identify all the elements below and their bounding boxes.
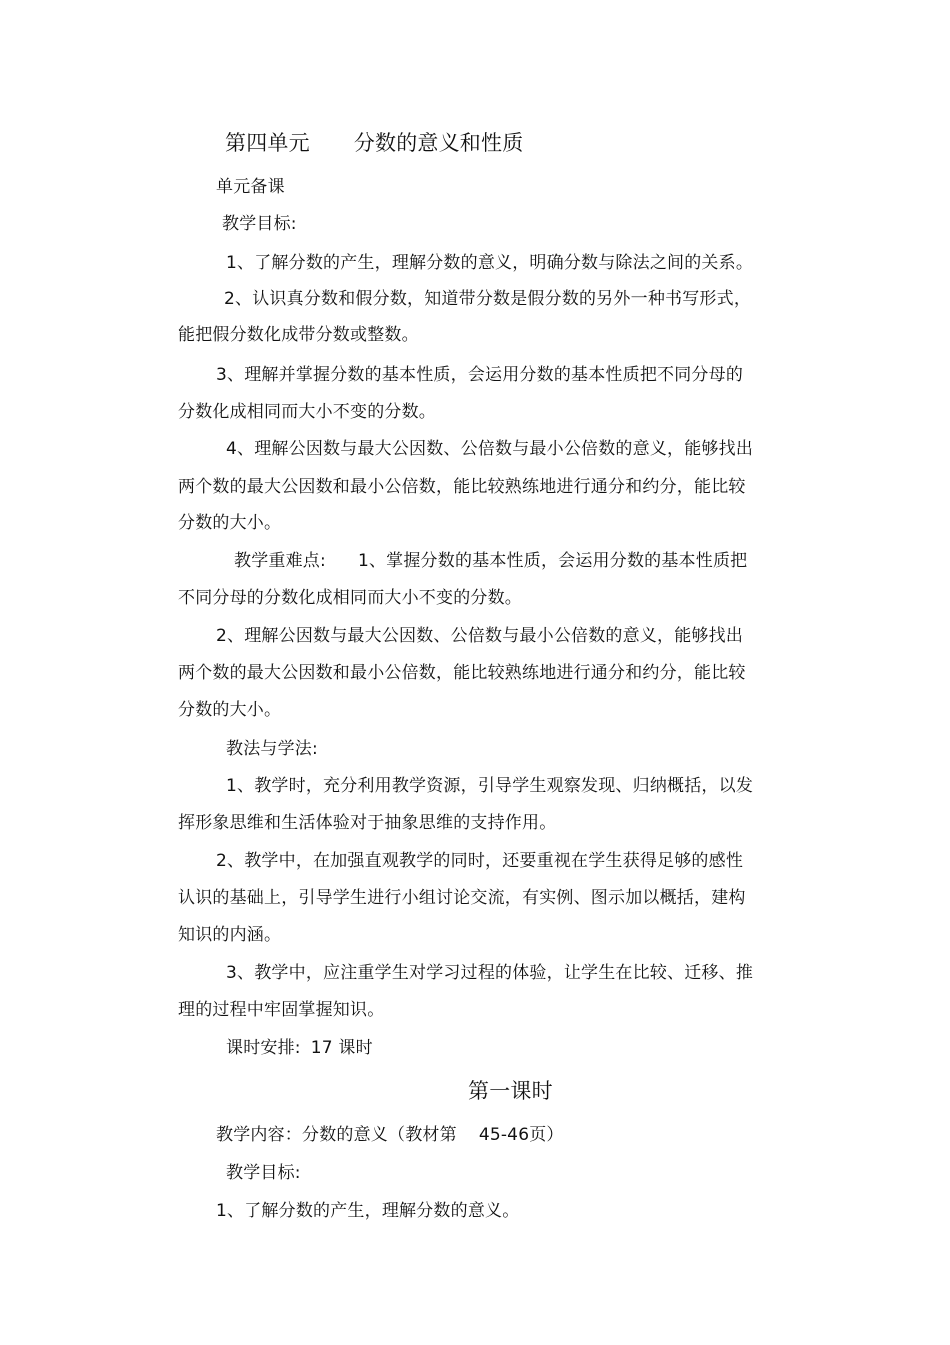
lesson-content-pages: 45-46页） (478, 1125, 564, 1145)
method-1-line-1: 1、教学时，充分利用教学资源，引导学生观察发现、归纳概括，以发 (226, 776, 754, 796)
method-3-line-2: 理的过程中牢固掌握知识。 (178, 1000, 385, 1020)
unit-title (225, 130, 523, 156)
goal-4-line-3: 分数的大小。 (178, 513, 282, 533)
method-2-line-3: 知识的内涵。 (178, 925, 282, 945)
unit-title-number: 第四单元 (225, 131, 310, 155)
goal-2-line-1: 2、认识真分数和假分数，知道带分数是假分数的另外一种书写形式， (224, 289, 752, 309)
schedule-label: 课时安排: (226, 1038, 301, 1058)
goal-4-line-2: 两个数的最大公因数和最小公倍数，能比较熟练地进行通分和约分，能比较 (178, 477, 746, 497)
key-points-label: 教学重难点: (234, 551, 326, 571)
key-point-2-line-2: 两个数的最大公因数和最小公倍数，能比较熟练地进行通分和约分，能比较 (178, 663, 746, 683)
goal-1: 1、了解分数的产生，理解分数的意义，明确分数与除法之间的关系。 (226, 253, 754, 273)
lesson-title: 第一课时 (468, 1079, 553, 1103)
key-point-1-line-1: 1、掌握分数的基本性质，会运用分数的基本性质把 (357, 551, 748, 571)
lesson-goals-heading: 教学目标: (226, 1163, 301, 1183)
key-point-2-line-1: 2、理解公因数与最大公因数、公倍数与最小公倍数的意义，能够找出 (216, 626, 744, 646)
goal-4-line-1: 4、理解公因数与最大公因数、公倍数与最小公倍数的意义，能够找出 (226, 439, 754, 459)
lesson-content-line (216, 1124, 564, 1146)
key-points-line-1 (234, 550, 747, 572)
schedule-line (226, 1037, 373, 1059)
goal-3-line-1: 3、理解并掌握分数的基本性质，会运用分数的基本性质把不同分母的 (216, 365, 744, 385)
teaching-goals-heading: 教学目标: (222, 214, 297, 234)
method-2-line-1: 2、教学中，在加强直观教学的同时，还要重视在学生获得足够的感性 (216, 851, 744, 871)
unit-prep-heading: 单元备课 (216, 177, 285, 197)
schedule-value: 17 课时 (310, 1038, 373, 1058)
method-1-line-2: 挥形象思维和生活体验对于抽象思维的支持作用。 (178, 813, 557, 833)
method-2-line-2: 认识的基础上，引导学生进行小组讨论交流，有实例、图示加以概括，建构 (178, 888, 746, 908)
unit-title-topic: 分数的意义和性质 (353, 131, 524, 155)
methods-heading: 教法与学法: (226, 739, 318, 759)
lesson-content-label: 教学内容：分数的意义（教材第 (216, 1125, 457, 1145)
goal-3-line-2: 分数化成相同而大小不变的分数。 (178, 402, 436, 422)
key-point-2-line-3: 分数的大小。 (178, 700, 282, 720)
key-point-1-line-2: 不同分母的分数化成相同而大小不变的分数。 (178, 588, 522, 608)
goal-2-line-2: 能把假分数化成带分数或整数。 (178, 325, 419, 345)
lesson-goal-1: 1、了解分数的产生，理解分数的意义。 (216, 1201, 520, 1221)
method-3-line-1: 3、教学中，应注重学生对学习过程的体验，让学生在比较、迁移、推 (226, 963, 754, 983)
